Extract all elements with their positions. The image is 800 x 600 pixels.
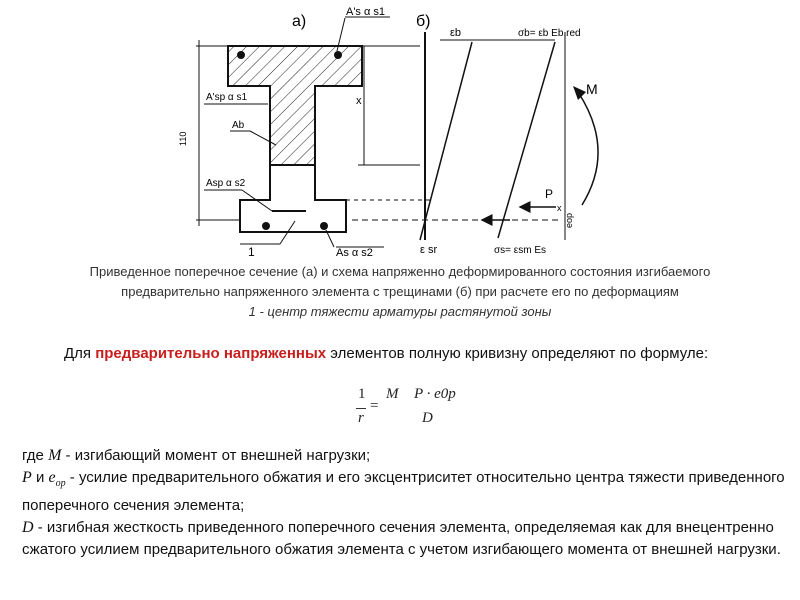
top-bar-right [334,51,342,59]
intro-text-before: Для [64,345,96,362]
symbol-P: P [22,469,32,486]
definitions-block [22,445,792,561]
symbol-M: M [48,447,62,464]
definition-prestress-text: - усилие предварительного обжатия и его эксцентриситет относительно центра тяжести приведенного поперечного сечения элемента; [22,469,785,515]
label-center-one: 1 [248,245,255,259]
label-M: M [586,81,598,97]
definition-moment-text: - изгибающий момент от внешней нагрузки; [61,447,371,464]
formula-prestress-term: P · e0p [414,386,456,402]
formula-denominator-r: r [358,410,364,426]
figure-caption-note: 1 - центр тяжести арматуры растянутой зоны [248,304,552,319]
strain-line [420,42,472,240]
label-part-a: а) [292,13,307,30]
height-dim-label: 110 [178,131,188,146]
definition-prestress [22,467,792,517]
intro-text-after: элементов полную кривизну определяют по формуле: [326,345,709,362]
curvature-formula [352,386,522,434]
label-sigma-s: σs= εsm Es [494,245,547,256]
label-ex: x [557,203,562,213]
definition-and: и [31,469,49,486]
cross-section-figure [0,0,800,262]
label-sigma-b: σb= εb Eb,red [518,28,581,39]
label-ab: Ab [232,120,245,131]
formula-stiffness: D [422,410,433,426]
label-P: P [545,187,554,201]
formula-fraction-bar [356,408,366,409]
x-dim-label: x [356,95,362,107]
intro-highlight: предварительно напряженных [95,345,327,362]
label-as-bottom: As α s2 [336,247,373,259]
definition-stiffness [22,517,792,561]
compressed-zone-hatch [228,46,362,165]
label-asp-top: A'sp α s1 [206,92,248,103]
moment-arrowhead [573,86,586,100]
bottom-bar-left [262,222,270,230]
figure-caption-line-1: Приведенное поперечное сечение (а) и схема напряженно деформированного состояния изгибаемого [89,264,711,279]
formula-moment: M [386,386,399,402]
formula-equals: = [370,398,379,414]
symbol-D: D [22,519,34,537]
label-part-b: б) [416,13,431,30]
definition-moment [22,445,792,467]
label-eps-sr: ε sr [420,244,438,256]
figure-caption-line-2: предварительно напряженного элемента с трещинами (б) при расчете его по деформациям [121,284,679,299]
label-asp-bottom: Asp α s2 [206,178,246,189]
formula-numerator-one: 1 [358,386,366,402]
symbol-eop: $e_{op}$ [48,469,66,490]
definition-stiffness-text: - изгибная жесткость приведенного поперечного сечения элемента, определяемая как для внецентренно сжатого усилием предварительного обжатия элемента с учетом изгибающего момента от внешней нагрузки. [22,519,781,559]
top-bar-left [237,51,245,59]
label-eps-b: εb [450,27,462,39]
intro-paragraph [22,343,792,365]
definition-prefix: где [22,447,49,464]
stress-line [498,42,555,238]
moment-arc [578,92,598,205]
label-as-top: A's α s1 [346,6,386,18]
bottom-bar-right [320,222,328,230]
label-eop: eop [564,212,574,228]
